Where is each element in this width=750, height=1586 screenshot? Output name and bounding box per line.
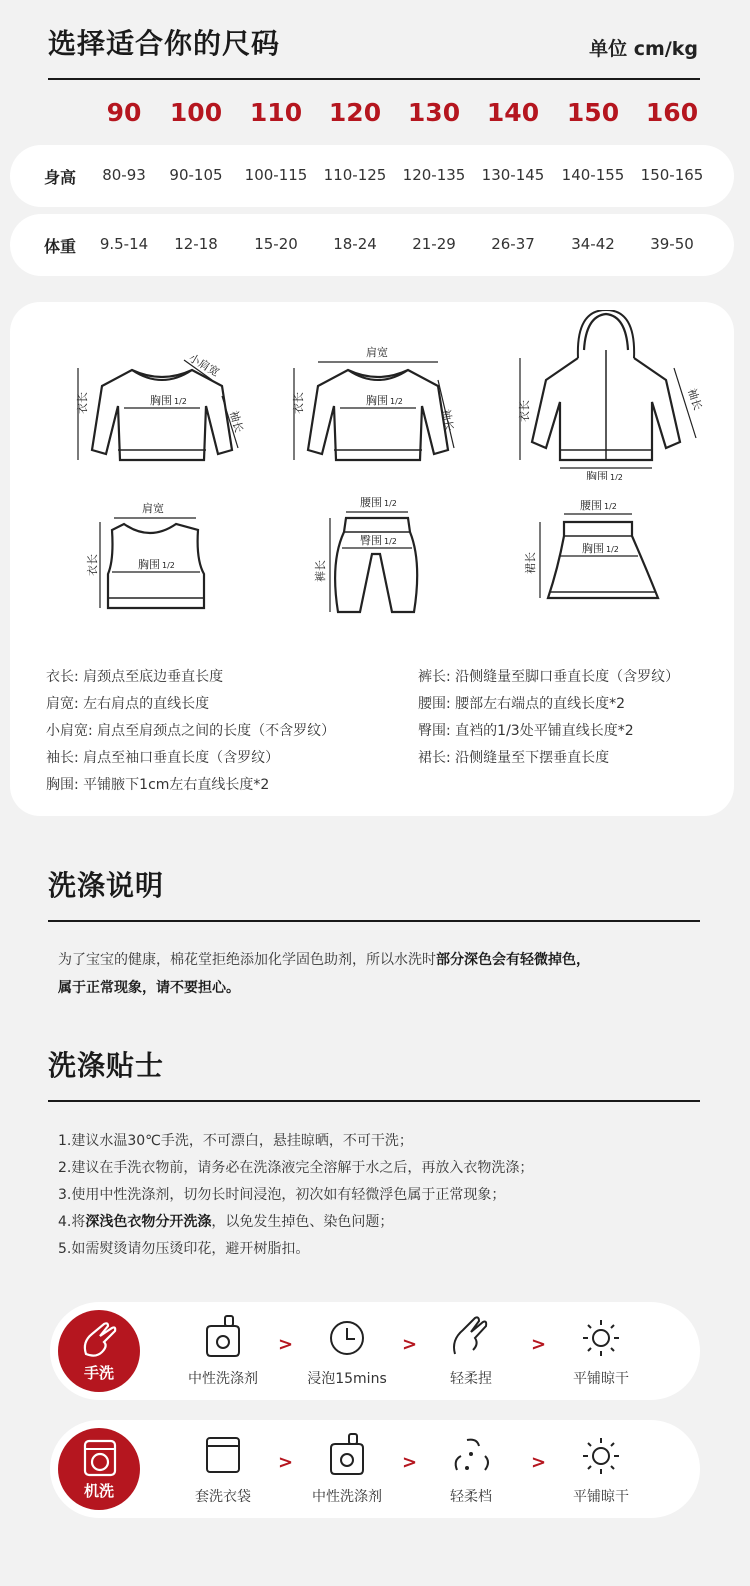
weight-value: 21-29 (412, 235, 456, 253)
size-110: 110 (249, 98, 303, 127)
sun-icon (579, 1432, 623, 1476)
hand-wash-label: 手洗 (83, 1364, 114, 1382)
weight-value: 18-24 (333, 235, 377, 253)
step-caption: 平铺晾干 (573, 1371, 629, 1387)
pants-length-label: 裤长 (314, 560, 327, 582)
laundry-bag-icon (203, 1432, 243, 1476)
definition-item: 袖长: 肩点至袖口垂直长度（含罗纹） (46, 750, 280, 766)
sweatshirt-diagram (72, 340, 252, 470)
weight-value: 39-50 (650, 235, 694, 253)
definition-item: 裤长: 沿侧缝量至脚口垂直长度（含罗纹） (418, 669, 680, 685)
tip-item: 1.建议水温30℃手洗，不可漂白，悬挂晾晒，不可干洗； (58, 1133, 413, 1149)
chest-label: 胸围 (150, 394, 172, 407)
half-label: 1/2 (384, 537, 397, 546)
step-caption: 浸泡15mins (307, 1371, 387, 1387)
wash-text: 为了宝宝的健康，棉花堂拒绝添加化学固色助剂，所以水洗时 (58, 952, 436, 968)
height-row (10, 145, 734, 207)
definition-item: 腰围: 腰部左右端点的直线长度*2 (418, 696, 626, 712)
skirt-length-label: 裙长 (524, 552, 537, 574)
weight-value: 15-20 (254, 235, 298, 253)
chest-label: 胸围 (586, 470, 608, 480)
hoodie-diagram (506, 310, 716, 480)
chest-label: 胸围 (138, 558, 160, 571)
weight-value: 12-18 (174, 235, 218, 253)
skirt-diagram (520, 498, 670, 608)
length-label: 衣长 (518, 400, 531, 422)
small-shoulder-label: 小肩宽 (186, 351, 222, 380)
chevron-right-icon: > (278, 1452, 294, 1473)
definition-item: 臀围: 直裆的1/3处平铺直线长度*2 (418, 723, 634, 739)
height-value: 80-93 (102, 166, 146, 184)
step-caption: 套洗衣袋 (195, 1489, 251, 1505)
sleeve-label: 袖长 (685, 386, 705, 412)
pants-diagram (306, 492, 446, 622)
size-120: 120 (328, 98, 382, 127)
step-caption: 轻柔捏 (450, 1371, 492, 1387)
sleeve-label: 袖长 (439, 408, 456, 433)
step-caption: 中性洗涤剂 (188, 1371, 258, 1387)
machine-wash-bar (50, 1420, 700, 1518)
machine-wash-label: 机洗 (83, 1482, 114, 1500)
tip-text-bold: 深浅色衣物分开洗涤 (85, 1214, 212, 1230)
height-value: 110-125 (323, 166, 387, 184)
size-140: 140 (486, 98, 540, 127)
hand-icon (78, 1320, 120, 1360)
hip-label: 胸围 (582, 542, 604, 555)
chevron-right-icon: > (531, 1452, 547, 1473)
hip-label: 臀围 (360, 534, 382, 547)
washing-machine-icon (82, 1438, 118, 1478)
size-160: 160 (645, 98, 699, 127)
vest-diagram (80, 500, 230, 620)
step-caption: 中性洗涤剂 (312, 1489, 382, 1505)
chevron-right-icon: > (402, 1452, 418, 1473)
weight-value: 26-37 (491, 235, 535, 253)
step-soak (297, 1314, 397, 1388)
size-header-row (0, 98, 750, 138)
shoulder-label: 肩宽 (366, 346, 388, 359)
tip-item: 5.如需熨烫请勿压烫印花，避开树脂扣。 (58, 1241, 310, 1257)
sun-icon (579, 1314, 623, 1358)
step-caption: 平铺晾干 (573, 1489, 629, 1505)
hand-wash-badge (58, 1310, 140, 1392)
definition-item: 裙长: 沿侧缝量至下摆垂直长度 (418, 750, 610, 766)
wash-text-bold: 部分深色会有轻微掉色， (436, 952, 590, 968)
shoulder-label: 肩宽 (142, 502, 164, 515)
wash-title: 洗涤说明 (48, 869, 165, 902)
tip-text: 4.将 (58, 1214, 86, 1230)
gentle-cycle-icon (449, 1432, 493, 1476)
size-150: 150 (566, 98, 620, 127)
chest-label: 胸围 (366, 394, 388, 407)
step-dry-flat (551, 1432, 651, 1506)
half-label: 1/2 (162, 561, 175, 570)
tips-title: 洗涤贴士 (48, 1049, 165, 1082)
height-value: 120-135 (402, 166, 466, 184)
height-value: 150-165 (640, 166, 704, 184)
unit-label: 单位 cm/kg (589, 38, 698, 60)
weight-value: 34-42 (571, 235, 615, 253)
tip-text: ，以免发生掉色、染色问题； (211, 1214, 394, 1230)
half-label: 1/2 (604, 502, 617, 511)
length-label: 衣长 (76, 392, 89, 414)
step-laundry-bag (173, 1432, 273, 1506)
definition-item: 小肩宽: 肩点至肩颈点之间的长度（不含罗纹） (46, 723, 336, 739)
size-130: 130 (407, 98, 461, 127)
length-label: 衣长 (292, 392, 305, 414)
height-label: 身高 (44, 168, 77, 187)
step-gentle-cycle (421, 1432, 521, 1506)
step-detergent (173, 1314, 273, 1388)
wash-paragraph (58, 946, 718, 1002)
half-label: 1/2 (384, 499, 397, 508)
chevron-right-icon: > (278, 1334, 294, 1355)
sleeve-label: 袖长 (227, 409, 246, 435)
height-value: 130-145 (481, 166, 545, 184)
wash-divider (48, 920, 700, 922)
weight-label: 体重 (44, 237, 77, 256)
title-divider (48, 78, 700, 80)
detergent-bottle-icon (203, 1314, 243, 1358)
sweatshirt-diagram (288, 340, 468, 470)
machine-wash-badge (58, 1428, 140, 1510)
height-value: 140-155 (561, 166, 625, 184)
tip-item (58, 1211, 393, 1231)
step-caption: 轻柔档 (450, 1489, 492, 1505)
definition-item: 肩宽: 左右肩点的直线长度 (46, 696, 210, 712)
half-label: 1/2 (174, 397, 187, 406)
size-100: 100 (169, 98, 223, 127)
measurement-card (10, 302, 734, 816)
chevron-right-icon: > (531, 1334, 547, 1355)
squeeze-hand-icon (449, 1314, 493, 1358)
tips-divider (48, 1100, 700, 1102)
chevron-right-icon: > (402, 1334, 418, 1355)
step-detergent (297, 1432, 397, 1506)
waist-label: 腰围 (360, 496, 382, 509)
clock-icon (325, 1314, 369, 1358)
size-title: 选择适合你的尺码 (48, 27, 281, 60)
half-label: 1/2 (610, 473, 623, 480)
height-value: 100-115 (244, 166, 308, 184)
size-90: 90 (106, 98, 142, 127)
height-value: 90-105 (169, 166, 223, 184)
half-label: 1/2 (606, 545, 619, 554)
tip-item: 2.建议在手洗衣物前，请务必在洗涤液完全溶解于水之后，再放入衣物洗涤； (58, 1160, 534, 1176)
definition-item: 胸围: 平铺腋下1cm左右直线长度*2 (46, 777, 270, 793)
waist-label: 腰围 (580, 499, 602, 512)
step-gentle-squeeze (421, 1314, 521, 1388)
length-label: 衣长 (86, 554, 99, 576)
weight-row (10, 214, 734, 276)
wash-text-bold: 属于正常现象，请不要担心。 (58, 980, 240, 996)
detergent-bottle-icon (327, 1432, 367, 1476)
hand-wash-bar (50, 1302, 700, 1400)
step-dry-flat (551, 1314, 651, 1388)
half-label: 1/2 (390, 397, 403, 406)
tip-item: 3.使用中性洗涤剂，切勿长时间浸泡，初次如有轻微浮色属于正常现象； (58, 1187, 506, 1203)
definition-item: 衣长: 肩颈点至底边垂直长度 (46, 669, 224, 685)
weight-value: 9.5-14 (99, 235, 149, 253)
